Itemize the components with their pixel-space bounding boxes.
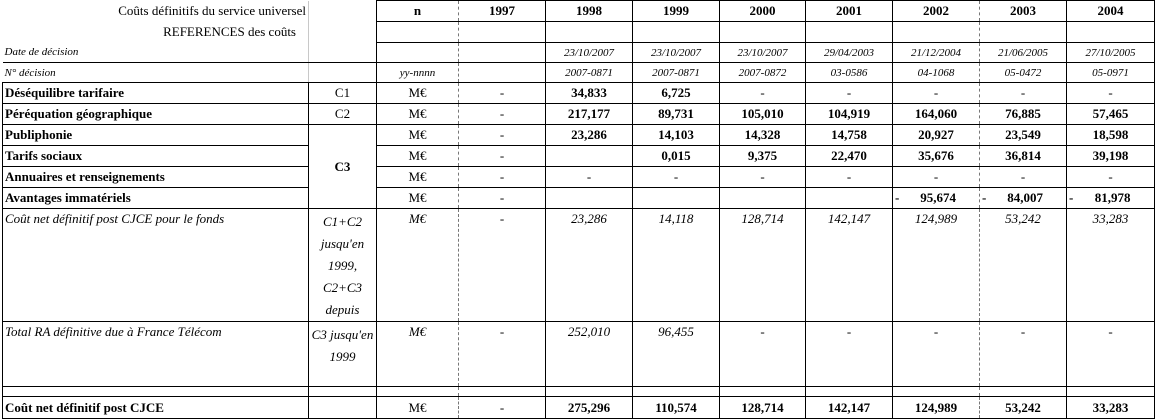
decision-date-label: Date de décision xyxy=(3,43,309,63)
row-label: Avantages immatériels xyxy=(3,188,309,209)
table-row xyxy=(3,188,1170,209)
table-cell: 9,375 xyxy=(720,146,806,167)
table-cell: - xyxy=(1067,83,1155,104)
row-code: C2 xyxy=(309,104,377,125)
table-cell: - xyxy=(459,146,546,167)
table-cell: 23/10/2007 xyxy=(720,43,806,63)
table-cell: 142,147 xyxy=(806,209,893,322)
table-cell: 04-1068 xyxy=(893,63,980,83)
table-cell: - 81,978 xyxy=(1067,188,1155,209)
table-cell xyxy=(459,63,546,83)
table-cell: - xyxy=(546,167,633,188)
table-cell: 124,989 xyxy=(893,397,980,419)
row-label: Déséquilibre tarifaire xyxy=(3,83,309,104)
year-header: 2003 xyxy=(980,1,1067,22)
table-cell: 21/06/2005 xyxy=(980,43,1067,63)
table-cell: - xyxy=(459,188,546,209)
row-unit: M€ xyxy=(377,397,459,419)
table-cell: 217,177 xyxy=(546,104,633,125)
decision-date-row xyxy=(3,43,1170,63)
year-header: 1998 xyxy=(546,1,633,22)
table-cell: 23,286 xyxy=(546,125,633,146)
decision-no-row xyxy=(3,63,1170,83)
table-cell: 33,283 xyxy=(1067,209,1155,322)
table-row xyxy=(3,397,1170,419)
table-cell: 2007-0872 xyxy=(720,63,806,83)
table-cell: - xyxy=(459,322,546,387)
table-cell: 34,833 xyxy=(546,83,633,104)
table-cell: - xyxy=(806,83,893,104)
row-unit: M€ xyxy=(377,146,459,167)
table-cell: 29/04/2003 xyxy=(806,43,893,63)
table-cell: 03-0586 xyxy=(806,63,893,83)
table-cell: 110,574 xyxy=(633,397,720,419)
row-code: C1+C2 jusqu'en 1999, C2+C3 depuis xyxy=(309,209,377,322)
table-title: Coûts définitifs du service universel xyxy=(3,1,309,22)
table-cell: - xyxy=(459,83,546,104)
table-cell: 6,725 xyxy=(633,83,720,104)
table-row xyxy=(3,83,1170,104)
table-cell: 89,731 xyxy=(633,104,720,125)
subtitle-row xyxy=(3,22,1170,43)
table-cell: 33,283 xyxy=(1067,397,1155,419)
table-cell: - 84,007 xyxy=(980,188,1067,209)
table-cell: 14,328 xyxy=(720,125,806,146)
table-cell: 2007-0871 xyxy=(633,63,720,83)
row-unit: M€ xyxy=(377,83,459,104)
table-cell: 128,714 xyxy=(720,397,806,419)
year-header: 2001 xyxy=(806,1,893,22)
spacer-row xyxy=(3,387,1170,397)
year-header: 2000 xyxy=(720,1,806,22)
row-unit: M€ xyxy=(377,209,459,322)
row-unit: M€ xyxy=(377,188,459,209)
row-unit: M€ xyxy=(377,104,459,125)
decision-no-unit: yy-nnnn xyxy=(377,63,459,83)
table-cell: - xyxy=(806,167,893,188)
table-cell: - xyxy=(980,83,1067,104)
table-cell: 23/10/2007 xyxy=(546,43,633,63)
table-cell: 14,118 xyxy=(633,209,720,322)
table-cell: - xyxy=(1067,322,1155,387)
table-cell: 53,242 xyxy=(980,209,1067,322)
table-row xyxy=(3,125,1170,146)
table-cell: - xyxy=(459,397,546,419)
table-cell: 36,814 xyxy=(980,146,1067,167)
table-cell: - xyxy=(893,83,980,104)
table-cell: - xyxy=(459,209,546,322)
table-cell: 21/12/2004 xyxy=(893,43,980,63)
table-cell: - xyxy=(720,322,806,387)
header-row xyxy=(3,1,1170,22)
table-cell: 104,919 xyxy=(806,104,893,125)
row-label: Tarifs sociaux xyxy=(3,146,309,167)
table-cell xyxy=(459,43,546,63)
year-header: 2004 xyxy=(1067,1,1155,22)
table-cell: 252,010 xyxy=(546,322,633,387)
table-cell: 0,015 xyxy=(633,146,720,167)
table-cell: 18,598 xyxy=(1067,125,1155,146)
table-cell: 39,198 xyxy=(1067,146,1155,167)
year-header: 1997 xyxy=(459,1,546,22)
table-subtitle: REFERENCES des coûts xyxy=(3,22,309,43)
row-code: C3 jusqu'en 1999 xyxy=(309,322,377,387)
table-cell: - xyxy=(893,167,980,188)
table-cell: 142,147 xyxy=(806,397,893,419)
row-unit: M€ xyxy=(377,167,459,188)
table-cell: 35,676 xyxy=(893,146,980,167)
table-row xyxy=(3,146,1170,167)
table-cell: - xyxy=(633,167,720,188)
table-cell: 23,286 xyxy=(546,209,633,322)
table-cell: - 95,674 xyxy=(893,188,980,209)
table-cell: 105,010 xyxy=(720,104,806,125)
table-row xyxy=(3,104,1170,125)
row-code: C3 xyxy=(309,125,377,209)
table-cell: - xyxy=(459,167,546,188)
row-unit: M€ xyxy=(377,322,459,387)
table-cell: - xyxy=(1067,167,1155,188)
table-cell: 14,103 xyxy=(633,125,720,146)
row-label: Coût net définitif post CJCE xyxy=(3,397,309,419)
table-cell: 2007-0871 xyxy=(546,63,633,83)
table-cell: 23/10/2007 xyxy=(633,43,720,63)
table-cell: 23,549 xyxy=(980,125,1067,146)
table-cell: 14,758 xyxy=(806,125,893,146)
universal-service-cost-table xyxy=(2,0,1170,419)
table-cell: - xyxy=(980,167,1067,188)
table-cell: 124,989 xyxy=(893,209,980,322)
table-cell: 275,296 xyxy=(546,397,633,419)
table-cell: 27/10/2005 xyxy=(1067,43,1155,63)
table-cell: - xyxy=(893,322,980,387)
table-cell: 96,455 xyxy=(633,322,720,387)
n-label: n xyxy=(377,1,459,22)
table-cell: - xyxy=(459,125,546,146)
table-cell: - xyxy=(980,322,1067,387)
row-unit: M€ xyxy=(377,125,459,146)
table-cell: 164,060 xyxy=(893,104,980,125)
table-cell: 22,470 xyxy=(806,146,893,167)
table-cell: 76,885 xyxy=(980,104,1067,125)
table-cell: 128,714 xyxy=(720,209,806,322)
table-cell: 57,465 xyxy=(1067,104,1155,125)
table-cell: - xyxy=(459,104,546,125)
table-cell: 53,242 xyxy=(980,397,1067,419)
row-label: Total RA définitive due à France Télécom xyxy=(3,322,309,387)
table-row xyxy=(3,322,1170,387)
row-label: Coût net définitif post CJCE pour le fonds xyxy=(3,209,309,322)
year-header: 2002 xyxy=(893,1,980,22)
table-cell: - xyxy=(720,167,806,188)
year-header: 1999 xyxy=(633,1,720,22)
table-cell: - xyxy=(806,322,893,387)
table-cell: 05-0971 xyxy=(1067,63,1155,83)
row-label: Annuaires et renseignements xyxy=(3,167,309,188)
row-label: Péréquation géographique xyxy=(3,104,309,125)
decision-no-label: N° décision xyxy=(3,63,309,83)
table-cell: 05-0472 xyxy=(980,63,1067,83)
row-label: Publiphonie xyxy=(3,125,309,146)
table-row xyxy=(3,167,1170,188)
table-cell: - xyxy=(720,83,806,104)
row-code: C1 xyxy=(309,83,377,104)
table-row xyxy=(3,209,1170,322)
table-cell: 20,927 xyxy=(893,125,980,146)
